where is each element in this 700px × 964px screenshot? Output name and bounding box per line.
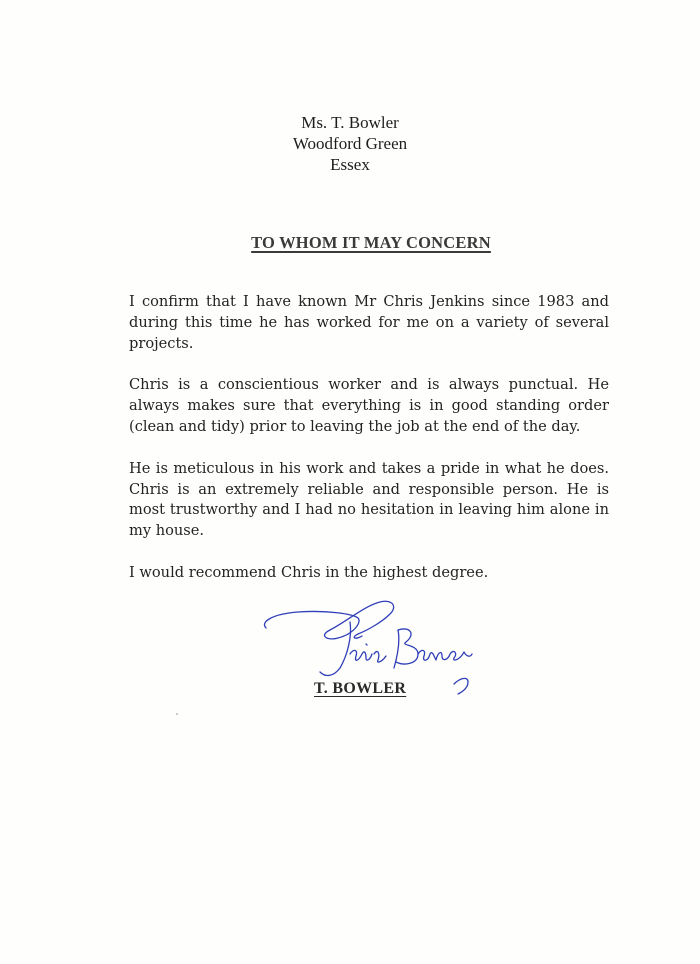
sender-name: Ms. T. Bowler (301, 113, 399, 132)
printed-signatory-name (314, 680, 406, 698)
letter-body (129, 292, 609, 605)
letter-heading (0, 233, 700, 253)
paper-speck (176, 713, 178, 715)
body-paragraph-2: Chris is a conscientious worker and is always punctual. He always makes sure that everything is in good standing order (clean and tidy) prior to leaving the job at the end of the day. (129, 376, 609, 435)
body-paragraph-3: He is meticulous in his work and takes a pride in what he does. Chris is an extremely reliable and responsible person. He is most trustworthy and I had no hesitation in leaving him alone in my house. (129, 459, 609, 540)
sender-address-line1: Woodford Green (292, 134, 408, 153)
letter-heading-text: TO WHOM IT MAY CONCERN (251, 233, 491, 252)
body-paragraph-4: I would recommend Chris in the highest degree. (129, 563, 489, 581)
body-paragraph-1: I confirm that I have known Mr Chris Jenkins since 1983 and during this time he has worked for me on a variety of several projects. (129, 293, 609, 352)
sender-address-line2: Essex (330, 155, 370, 174)
sender-address (0, 112, 700, 175)
printed-signatory-name-text: T. BOWLER (314, 680, 407, 697)
